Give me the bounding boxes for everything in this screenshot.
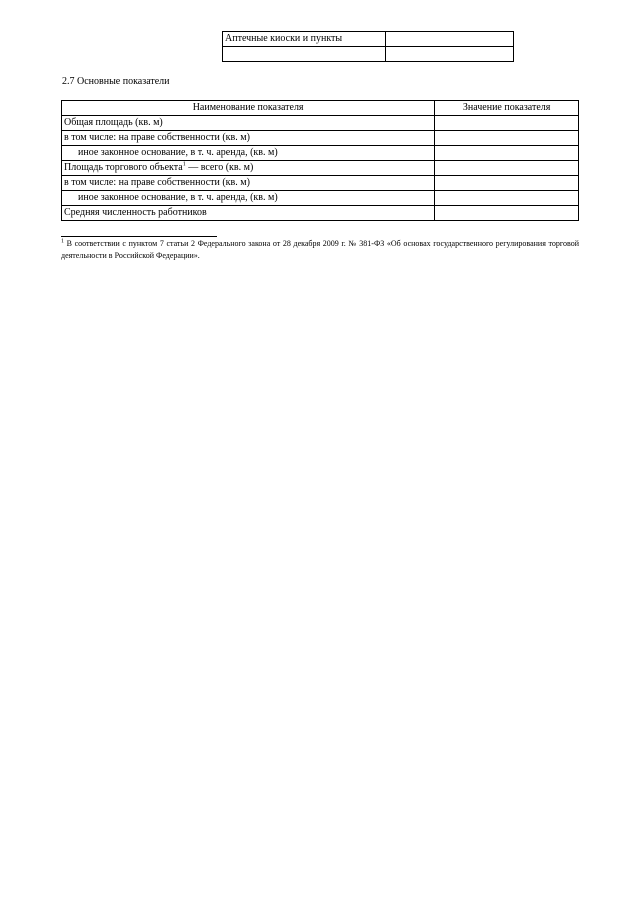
table-cell-value xyxy=(385,32,513,47)
table-row xyxy=(62,176,579,191)
indicator-value xyxy=(435,131,579,146)
indicator-value xyxy=(435,161,579,176)
indicator-label: в том числе: на праве собственности (кв. м) xyxy=(62,131,435,146)
indicator-value xyxy=(435,206,579,221)
pharmacy-kiosks-table xyxy=(222,31,514,62)
table-row xyxy=(62,146,579,161)
indicator-label: в том числе: на праве собственности (кв. м) xyxy=(62,176,435,191)
indicator-value xyxy=(435,146,579,161)
indicator-label-text: — всего (кв. м) xyxy=(185,162,254,173)
table-cell-value xyxy=(385,47,513,62)
footnote-text: В соответствии с пунктом 7 статьи 2 Федерального закона от 28 декабря 2009 г. № 381-ФЗ «Об основах государственного регулирования торговой деятельности в Российской Федерации». xyxy=(61,239,579,260)
indicator-label: Общая площадь (кв. м) xyxy=(62,116,435,131)
table-header-row xyxy=(62,101,579,116)
table-row xyxy=(223,47,514,62)
table-row xyxy=(62,131,579,146)
footnote-divider xyxy=(61,236,217,237)
indicator-label-text: Площадь торгового объекта xyxy=(64,162,183,173)
indicator-value xyxy=(435,191,579,206)
indicator-value xyxy=(435,116,579,131)
footnote-reference: 1 xyxy=(182,161,186,168)
footnote xyxy=(61,238,579,262)
section-title: 2.7 Основные показатели xyxy=(62,76,170,87)
indicator-label xyxy=(62,161,435,176)
column-header-value: Значение показателя xyxy=(435,101,579,116)
indicator-label: иное законное основание, в т. ч. аренда, (кв. м) xyxy=(62,191,435,206)
table-row xyxy=(62,161,579,176)
table-row xyxy=(62,191,579,206)
indicator-label: иное законное основание, в т. ч. аренда, (кв. м) xyxy=(62,146,435,161)
indicators-table xyxy=(61,100,579,221)
table-cell-label: Аптечные киоски и пункты xyxy=(223,32,386,47)
footnote-mark: 1 xyxy=(61,238,64,245)
indicator-label: Средняя численность работников xyxy=(62,206,435,221)
indicator-value xyxy=(435,176,579,191)
table-cell-label xyxy=(223,47,386,62)
table-row xyxy=(223,32,514,47)
table-row xyxy=(62,206,579,221)
column-header-name: Наименование показателя xyxy=(62,101,435,116)
table-row xyxy=(62,116,579,131)
